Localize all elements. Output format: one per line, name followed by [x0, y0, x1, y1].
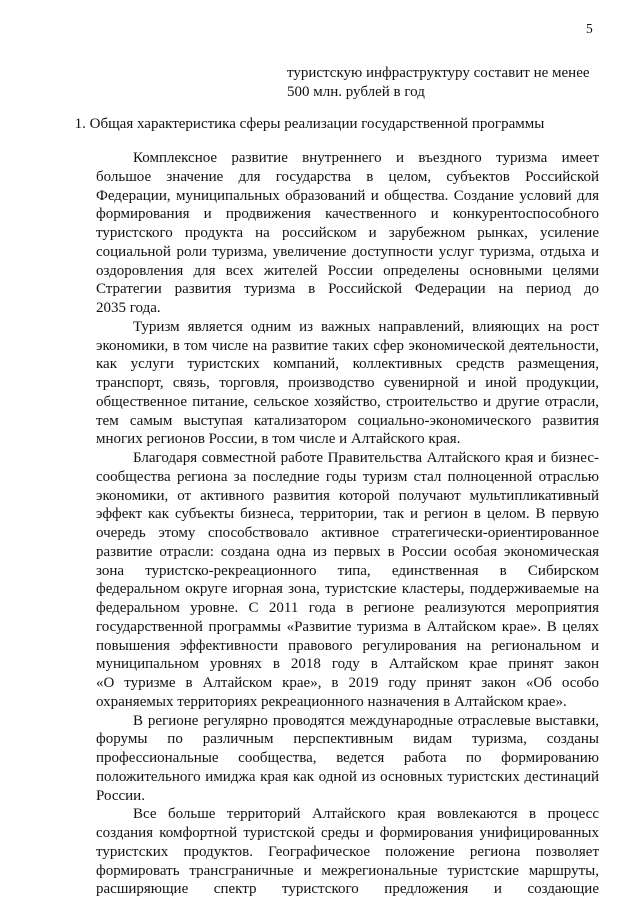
text-line: очередь этому способствовало активное стратегически-ориентированное: [96, 525, 599, 541]
paragraph: [96, 805, 599, 899]
paragraph: [96, 712, 599, 806]
text-line: положительного имиджа края как одной из основных туристских дестинаций: [96, 768, 599, 785]
text-line: муниципальном уровнях в 2018 году в Алтайском крае принят закон: [96, 656, 599, 673]
text-line: туристского продукта на российском и зарубежном рынках, усиление: [96, 225, 599, 241]
text-line: сообщества региона за последние годы туризм стал полноценной отраслью: [96, 468, 599, 485]
text-line: как услуги туристских компаний, коллективных средств размещения,: [96, 356, 599, 373]
paragraph: [96, 149, 599, 318]
text-line: социальной роли туризма, увеличение доступности услуг туризма, отдыха и: [96, 243, 599, 260]
text-line: туристских продуктов. Географическое положение региона позволяет: [96, 843, 599, 860]
text-line: многих регионов России, в том числе и Алтайского края.: [96, 431, 461, 448]
section-heading: 1. Общая характеристика сферы реализации государственной программы: [74, 116, 545, 132]
text-line: 2035 года.: [96, 300, 161, 316]
text-line: охраняемых территориях рекреационного назначения в Алтайском крае».: [96, 693, 567, 710]
text-line: эффект как субъекты бизнеса, территории, так и регион в целом. В первую: [96, 506, 599, 523]
text-line: государственной программы «Развитие туризма в Алтайском крае». В целях: [96, 618, 599, 635]
text-line: экономики, в том числе на развитие таких сфер экономической деятельности,: [96, 337, 599, 354]
intro-line: 500 млн. рублей в год: [287, 83, 425, 100]
text-line: России.: [96, 787, 145, 804]
intro-line: туристскую инфраструктуру составит не менее: [287, 65, 590, 81]
page-number: 5: [586, 21, 593, 36]
text-line: формирования и продвижения качественного и конкурентоспособного: [96, 206, 599, 223]
text-line: расширяющие спектр туристского предложения и создающие: [96, 881, 599, 898]
text-line: повышения эффективности правового регулирования на региональном и: [96, 637, 599, 654]
text-line: создания комфортной туристской среды и формирования унифицированных: [96, 825, 599, 841]
text-line: профессиональные сообщества, ведется работа по формированию: [96, 750, 599, 766]
paragraph: [96, 449, 599, 712]
text-line: Туризм является одним из важных направлений, влияющих на рост: [133, 318, 599, 335]
paragraph: [96, 318, 599, 449]
text-line: Стратегии развития туризма в Российской Федерации на период до: [96, 281, 599, 298]
text-line: развитие отрасли: создана одна из первых в России особая экономическая: [96, 543, 599, 560]
text-line: «О туризме в Алтайском крае», в 2019 году принят закон «Об особо: [96, 675, 599, 691]
intro-continuation: [287, 64, 607, 101]
text-line: Комплексное развитие внутреннего и въездного туризма имеет: [133, 150, 599, 166]
text-line: В регионе регулярно проводятся международные отраслевые выставки,: [133, 712, 599, 729]
text-line: тем самым выступая катализатором социально-экономического развития: [96, 412, 599, 429]
text-line: зона туристско-рекреационного типа, единственная в Сибирском: [96, 562, 599, 579]
text-line: большое значение для государства в целом, субъектов Российской: [96, 168, 599, 185]
text-line: транспорт, связь, торговля, производство сувенирной и иной продукции,: [96, 375, 599, 391]
document-body: [96, 149, 599, 899]
text-line: федеральном уровне. С 2011 года в регионе реализуются мероприятия: [96, 600, 599, 616]
text-line: федеральном округе игорная зона, туристские кластеры, поддерживаемые на: [96, 581, 599, 598]
text-line: оздоровления для всех жителей России определены основными целями: [96, 262, 599, 279]
text-line: Федерации, муниципальных образований и общества. Создание условий для: [96, 187, 599, 204]
text-line: Благодаря совместной работе Правительства Алтайского края и бизнес-: [133, 450, 599, 466]
text-line: формировать трансграничные и межрегиональные туристские маршруты,: [96, 862, 599, 879]
text-line: экономики, от активного развития которой получают мультипликативный: [96, 487, 599, 504]
text-line: форумы по различным перспективным видам туризма, созданы: [96, 731, 599, 748]
text-line: Все больше территорий Алтайского края вовлекаются в процесс: [133, 806, 599, 823]
text-line: общественное питание, сельское хозяйство, строительство и другие отрасли,: [96, 393, 599, 410]
